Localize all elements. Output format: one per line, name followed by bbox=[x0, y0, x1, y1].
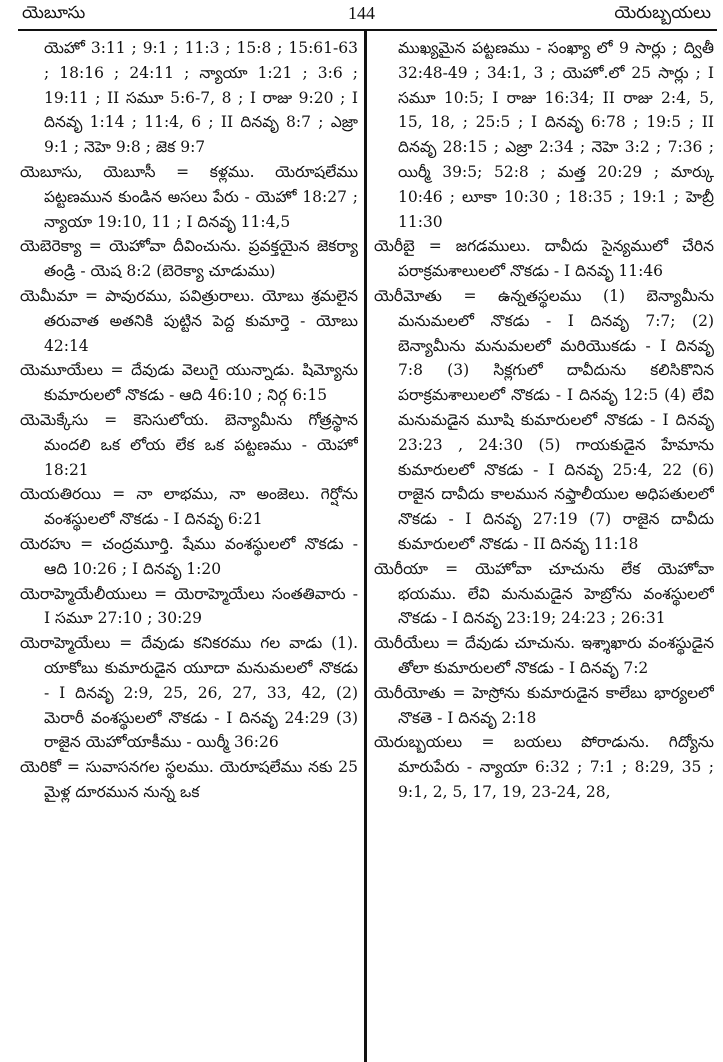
right-column bbox=[374, 36, 714, 1062]
entry-yeriko: యెరికో = సువాసనగల స్థలము. యెరూషలేము నకు 25 మైళ్ల దూరమున నున్న ఒక bbox=[20, 758, 358, 801]
entry-yemima: యెమీమా = పావురము, పవిత్రురాలు. యోబు శ్రమలైన తరువాత అతనికి పుట్టిన పెద్ద కుమార్తె - యోబు 42:14 bbox=[20, 286, 358, 355]
entry-yemuyelu: యెమూయేలు = దేవుడు వెలుగై యున్నాడు. షిమ్యోను కుమారులలో నొకడు - ఆది 46:10 ; నిర్గ 6:15 bbox=[20, 361, 358, 405]
entry-yerahu: యెరహు = చంద్రమూర్తి. షేము వంశస్థులలో నొకడు - ఆది 10:26 ; I దినవృ 1:20 bbox=[20, 534, 358, 578]
header-last-word: యెరుబ్బయలు bbox=[614, 3, 711, 23]
entry-yeberekya: యెబెరెక్యా = యెహోవా దీవించును. ప్రవక్తయైన జెకర్యా తండ్రి - యెష 8:2 (బెరెక్యా చూడుము) bbox=[20, 237, 358, 281]
entry-yerubbayalu: యెరుబ్బయలు = బయలు పోరాడును. గిద్యోను మారుపేరు - న్యాయా 6:32 ; 7:1 ; 8:29, 35 ; 9:1, 2, 5, 17, 19, 23-24, 28, bbox=[374, 733, 714, 801]
entry-continuation: యెహో 3:11 ; 9:1 ; 11:3 ; 15:8 ; 15:61-63 ; 18:16 ; 24:11 ; న్యాయా 1:21 ; 3:6 ; 19:11 ; II సమూ 5:6-7, 8 ; I రాజు 9:20 ; I దినవృ 1:14 ; 11:4, 6 ; II దినవృ 8:7 ; ఎజ్రా 9:1 ; నెహె 9:8 ; జెక 9:7 bbox=[44, 39, 358, 157]
left-column bbox=[20, 36, 358, 1062]
entry-yeriya: యెరీయా = యెహోవా చూచును లేక యెహోవా భయము. లేవి మనుమడైన హెబ్రోను వంశస్థులలో నొకడు - I దినవృ 23:19; 24:23 ; 26:31 bbox=[374, 559, 714, 628]
column-divider bbox=[364, 31, 367, 1062]
page-header bbox=[0, 0, 723, 28]
entry-yebusu: యెబూసు, యెబూసీ = కళ్లము. యెరూషలేము పట్టణమున కుండిన అసలు పేరు - యెహో 18:27 ; న్యాయా 19:10, 11 ; I దినవృ 11:4,5 bbox=[20, 162, 358, 231]
entry-yemekkesu: యెమెక్కేసు = కెసెసులోయ. బెన్యామీను గోత్రస్థాన మందలి ఒక లోయ లేక ఒక పట్టణము - యెహో 18:21 bbox=[20, 410, 358, 479]
entry-yerimothu: యెరీమోతు = ఉన్నతస్థలము (1) బెన్యామీను మనుమలలో నొకడు - I దినవృ 7:7; (2) బెన్యామీను మనుమలలో మరియొకడు - I దినవృ 7:8 (3) సిక్లగులో దావీదును కలిసికొనిన పరాక్రమశాలులలో నొకడు - I దినవృ 12:5 (4) లేవి మనుమడైన మూషి కుమారులలో నొకడు - I దినవృ 23:23 , 24:30 (5) గాయకుడైన హేమాను కుమారులలో నొకడు - I దినవృ 25:4, 22 (6) రాజైన దావీదు కాలమున నఫ్తాలీయుల అధిపతులలో నొకడు - I దినవృ 27:19 (7) రాజైన దావీదు కుమారులలో నొకడు - II దినవృ 11:18 bbox=[374, 286, 714, 553]
entry-yerahmeyelu: యెరాహ్మెయేలు = దేవుడు కనికరము గల వాడు (1). యాకోబు కుమారుడైన యూదా మనుమలలో నొకడు - I దినవృ 2:9, 25, 26, 27, 33, 42, (2) మెరారీ వంశస్థులలో నొకడు - I దినవృ 24:29 (3) రాజైన యెహోయాకీము - యిర్మీ 36:26 bbox=[20, 634, 358, 752]
entry-continuation: ముఖ్యమైన పట్టణము - సంఖ్యా లో 9 సార్లు ; ద్వితీ 32:48-49 ; 34:1, 3 ; యెహో.లో 25 సార్లు ; I సమూ 10:5; I రాజు 16:34; II రాజు 2:4, 5, 15, 18, ; 25:5 ; I దినవృ 6:78 ; 19:5 ; II దినవృ 28:15 ; ఎజ్రా 2:34 ; నెహె 3:2 ; 7:36 ; యిర్మీ 39:5; 52:8 ; మత్త 20:29 ; మార్కు 10:46 ; లూకా 10:30 ; 18:35 ; 19:1 ; హెబ్రీ 11:30 bbox=[398, 39, 714, 231]
entry-yeriyothu: యెరీయోతు = హెస్రోను కుమారుడైన కాలేబు భార్యలలో నొకతె - I దినవృ 2:18 bbox=[374, 683, 714, 727]
entry-yeyathirayi: యెయతిరయి = నా లాభము, నా అంజెలు. గెర్షోను వంశస్థులలో నొకడు - I దినవృ 6:21 bbox=[20, 485, 358, 529]
page-number: 144 bbox=[348, 3, 375, 23]
entry-yerahmeyeliyulu: యెరాహ్మెయేలీయులు = యెరాహ్మెయేలు సంతతివారు - I సమూ 27:10 ; 30:29 bbox=[20, 584, 358, 628]
entry-yeribai: యెరీబై = జగడములు. దావీదు సైన్యములో చేరిన పరాక్రమశాలులలో నొకడు - I దినవృ 11:46 bbox=[374, 237, 714, 281]
entry-yeriyelu: యెరీయేలు = దేవుడు చూచును. ఇశ్శాఖారు వంశస్థుడైన తోలా కుమారులలో నొకడు - I దినవృ 7:2 bbox=[374, 634, 714, 677]
header-first-word: యెబూసు bbox=[22, 3, 86, 23]
header-rule bbox=[18, 29, 717, 31]
